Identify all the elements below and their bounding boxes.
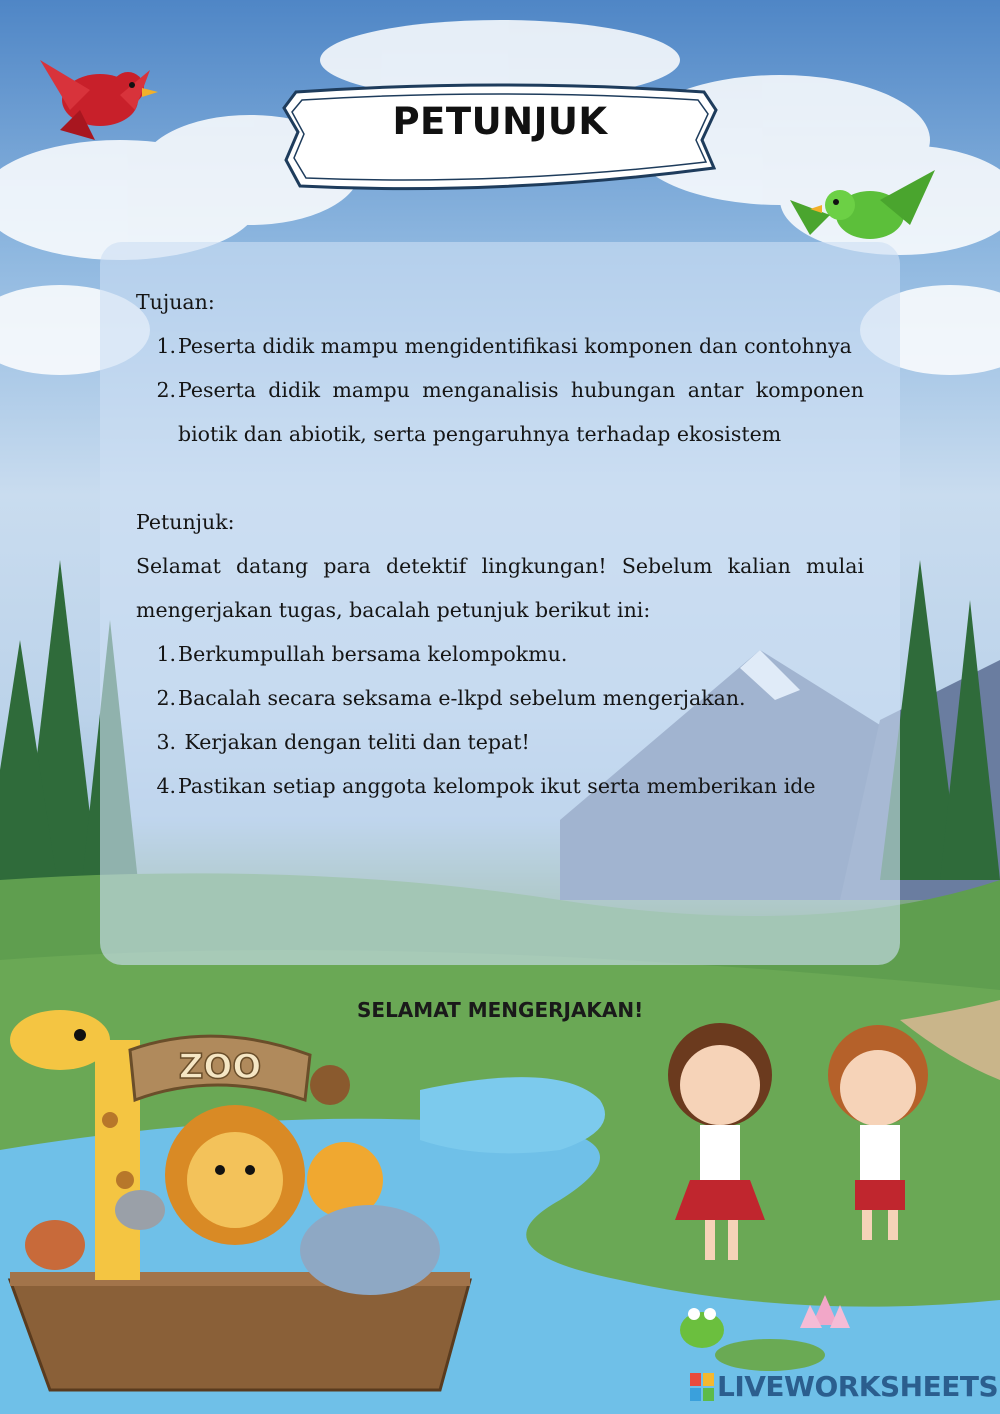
instruction-number: 2. (156, 686, 176, 710)
red-bird-illustration (40, 60, 158, 140)
instruction-text: Bacalah secara seksama e-lkpd sebelum mengerjakan. (178, 686, 746, 710)
goal-item (136, 368, 864, 456)
instructions-intro: Selamat datang para detektif lingkungan! Sebelum kalian mulai mengerjakan tugas, bacalah petunjuk berikut ini: (136, 554, 864, 622)
page-title: PETUNJUK (392, 100, 608, 143)
zoo-sign-text: ZOO (178, 1047, 262, 1087)
instruction-text: Pastikan setiap anggota kelompok ikut serta memberikan ide (178, 774, 816, 798)
instruction-text: Kerjakan dengan teliti dan tepat! (178, 730, 530, 754)
instruction-item (136, 676, 864, 720)
instruction-text: Berkumpullah bersama kelompokmu. (178, 642, 568, 666)
goal-item (136, 324, 864, 368)
goals-heading: Tujuan: (136, 290, 215, 314)
instruction-item (136, 632, 864, 676)
closing-message: SELAMAT MENGERJAKAN! (357, 998, 644, 1022)
instruction-number: 1. (156, 642, 176, 666)
instruction-number: 3. (156, 730, 176, 754)
instruction-item (136, 720, 864, 764)
instructions-heading: Petunjuk: (136, 510, 235, 534)
instruction-number: 4. (156, 774, 176, 798)
instruction-content (136, 280, 864, 808)
liveworksheets-brand[interactable] (690, 1370, 998, 1403)
goal-number: 1. (156, 334, 176, 358)
brand-text: LIVEWORKSHEETS (717, 1370, 999, 1403)
goal-text: Peserta didik mampu menganalisis hubungan antar komponen biotik dan abiotik, serta pengaruhnya terhadap ekosistem (178, 378, 864, 446)
goal-text: Peserta didik mampu mengidentifikasi komponen dan contohnya (178, 334, 852, 358)
goal-number: 2. (156, 378, 176, 402)
liveworksheets-logo-icon (690, 1373, 714, 1401)
instruction-item (136, 764, 864, 808)
